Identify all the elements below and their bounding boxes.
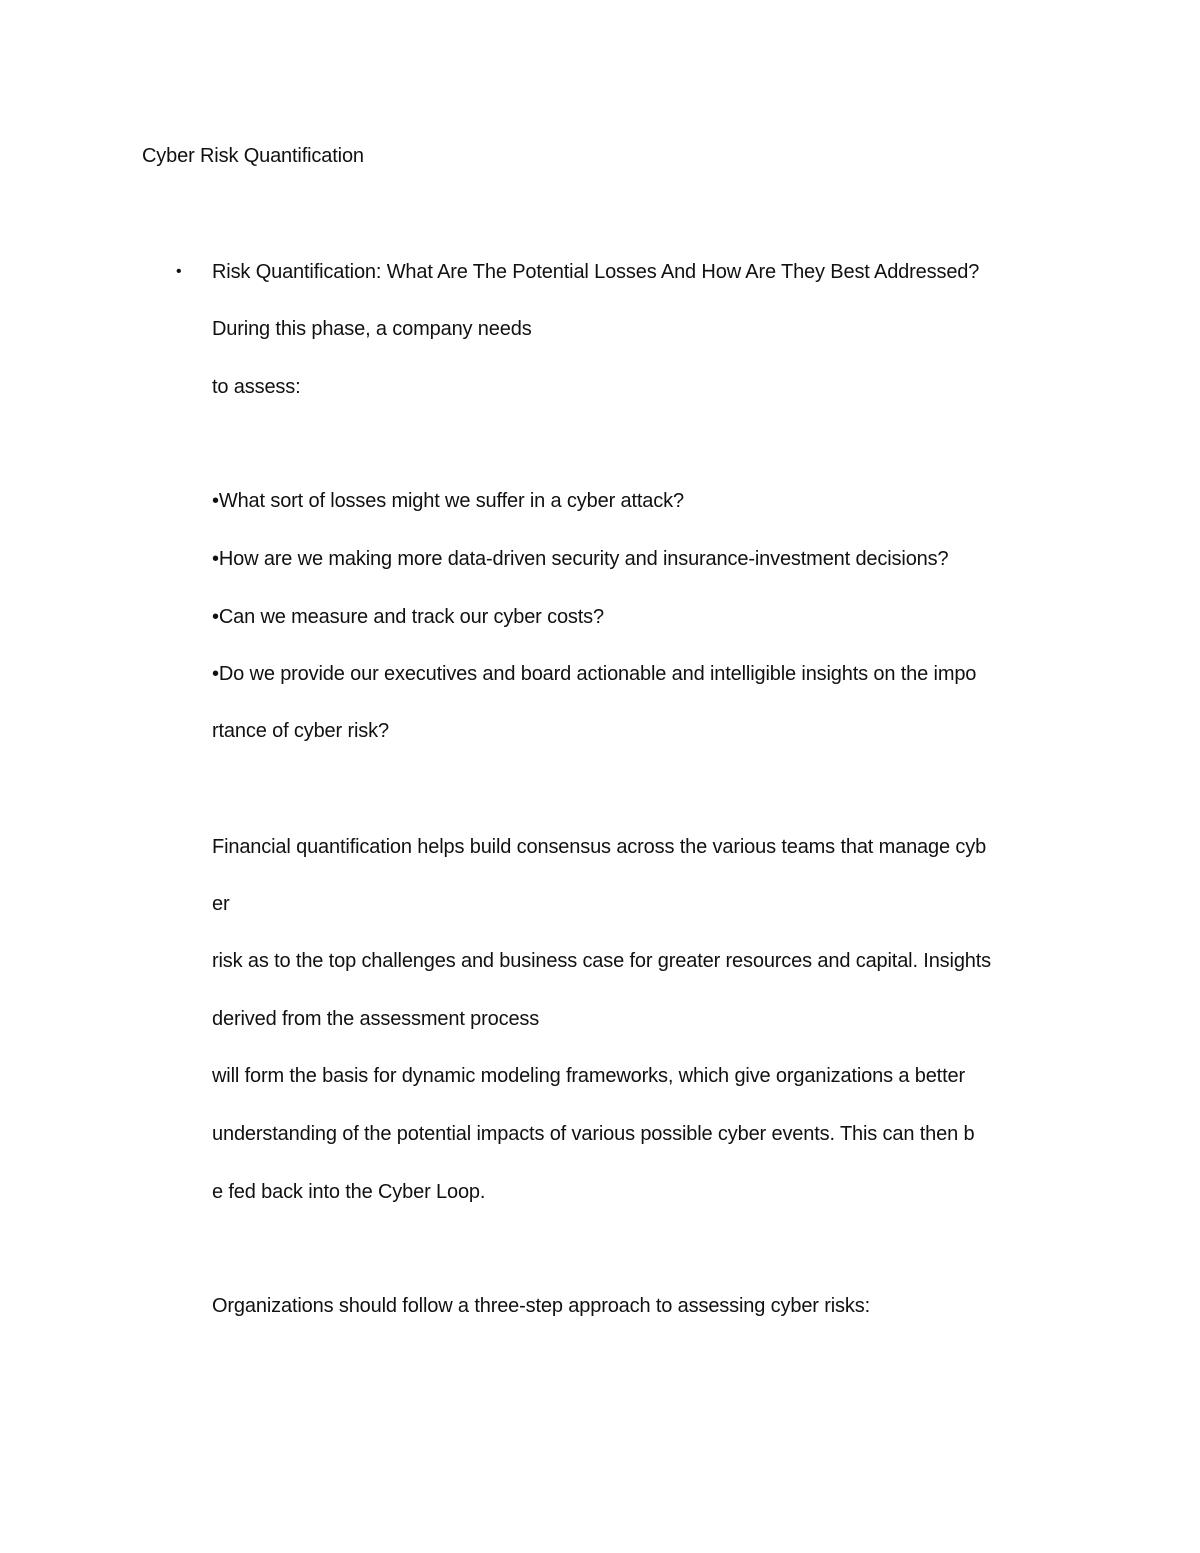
paragraph-line: understanding of the potential impacts of various possible cyber events. This can then b [212,1123,975,1145]
intro-line: During this phase, a company needs [212,318,532,340]
paragraph-line: derived from the assessment process [212,1008,540,1030]
question-item: rtance of cyber risk? [212,720,389,742]
section-heading: Risk Quantification: What Are The Potential Losses And How Are They Best Addressed? [212,261,980,283]
paragraph-line: er [212,893,230,915]
intro-line: to assess: [212,376,301,398]
document-title: Cyber Risk Quantification [142,145,364,167]
question-item: •How are we making more data-driven security and insurance-investment decisions? [212,548,949,570]
paragraph-line: e fed back into the Cyber Loop. [212,1181,486,1203]
question-item: •Can we measure and track our cyber costs? [212,606,604,628]
paragraph-line: risk as to the top challenges and business case for greater resources and capital. Insights [212,950,992,972]
question-item: •Do we provide our executives and board actionable and intelligible insights on the impo [212,663,977,685]
bullet-icon: • [176,263,182,280]
paragraph-line: Financial quantification helps build consensus across the various teams that manage cyb [212,836,987,858]
question-item: •What sort of losses might we suffer in a cyber attack? [212,490,684,512]
closing-line: Organizations should follow a three-step approach to assessing cyber risks: [212,1295,870,1317]
paragraph-line: will form the basis for dynamic modeling frameworks, which give organizations a better [212,1065,965,1087]
